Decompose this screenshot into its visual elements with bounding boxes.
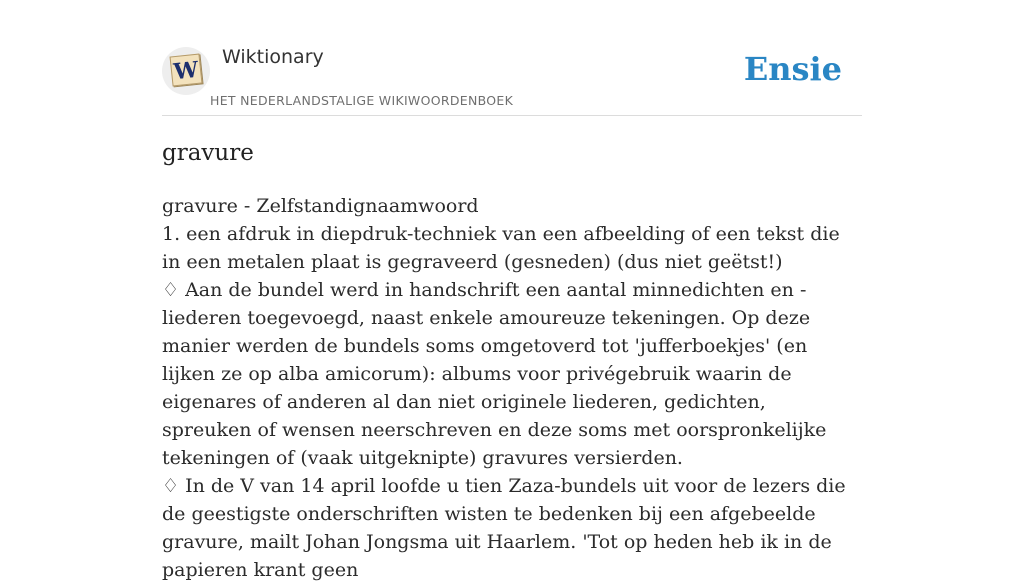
entry-example: ♢ In de V van 14 april loofde u tien Zaza-bundels uit voor de lezers die de geestigste onderschriften wisten te bedenken bij een afgebeelde gravure, mailt Johan Jongsma uit Haarlem. 'Tot op heden heb ik in de papieren krant geen — [162, 475, 846, 581]
site-name[interactable]: Wiktionary — [222, 46, 324, 68]
wiktionary-logo-icon: W — [170, 54, 203, 87]
ensie-brand-logo[interactable]: Ensie — [743, 50, 842, 88]
entry-definition: 1. een afdruk in diepdruk-techniek van een afbeelding of een tekst die in een metalen plaat is gegraveerd (gesneden) (dus niet geëtst!) — [162, 223, 840, 273]
entry-example: ♢ Aan de bundel werd in handschrift een aantal minnedichten en -liederen toegevoegd, naast enkele amoureuze tekeningen. Op deze manier werden de bundels soms omgetoverd tot 'jufferboekjes' (en lijken ze op alba amicorum): albums voor privégebruik waarin de eigenares of anderen al dan niet originele liederen, gedichten, spreuken of wensen neerschreven en deze soms met oorspronkelijke tekeningen of (vaak uitgeknipte) gravures versierden. — [162, 279, 827, 469]
site-header — [162, 0, 862, 116]
site-tagline: HET NEDERLANDSTALIGE WIKIWOORDENBOEK — [210, 93, 514, 108]
entry-heading: gravure - Zelfstandignaamwoord — [162, 195, 479, 217]
page-title: gravure — [162, 140, 254, 166]
wiktionary-logo[interactable] — [162, 47, 210, 95]
entry-content — [162, 192, 852, 584]
